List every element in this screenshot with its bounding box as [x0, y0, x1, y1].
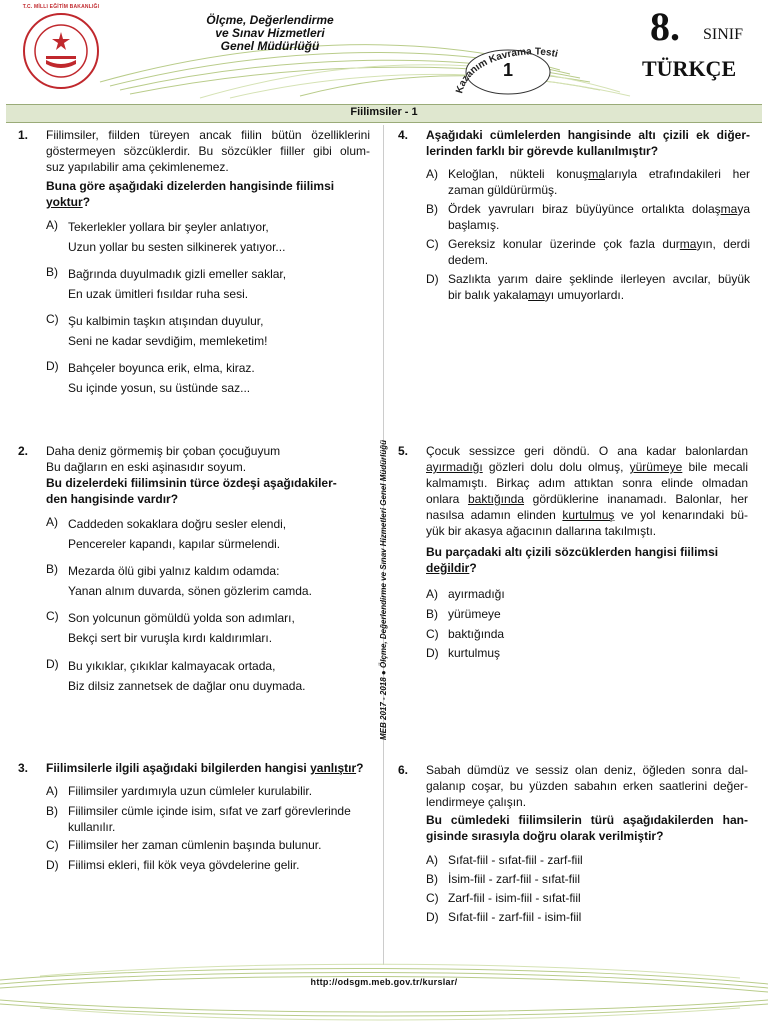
prompt-end: ?: [356, 761, 364, 775]
question-text-line: göstermeyen sözcüklerdir. Bu sözcükler fiiller gibi olum-: [46, 144, 370, 158]
question-prompt: [46, 475, 370, 507]
underlined-suffix: ma: [720, 202, 738, 216]
option-line: Son yolcunun gömüldü yolda son adımları,: [68, 611, 295, 625]
option-label: D): [426, 272, 439, 286]
prompt-line: gisinde sırasıyla doğru olarak verilmiştir?: [426, 829, 664, 843]
org-line: ve Sınav Hizmetleri: [215, 26, 325, 40]
question-prompt: [426, 127, 750, 159]
question-prompt: [46, 178, 370, 210]
option-line: Bu yıkıklar, çıkıklar kalmayacak ortada,: [68, 659, 276, 673]
question-4: [398, 127, 750, 317]
option-text: [68, 264, 286, 304]
option-label: C): [46, 609, 59, 623]
option-line: Seni ne kadar sevdiğim, memleketim!: [68, 334, 268, 348]
passage-line: kalmamıştı. Birkaç adım attıktan sonra elinde olmadan: [426, 476, 748, 490]
passage-line: yük bir akasya ağacının dallarına takılmıştı.: [426, 524, 657, 538]
option-label: C): [426, 627, 439, 641]
option-text: [68, 561, 312, 601]
test-badge-label: Kazanım Kavrama Testi: [454, 46, 559, 95]
option-text: [68, 358, 255, 398]
underlined-suffix: ma: [588, 167, 606, 181]
test-number: 1: [502, 60, 513, 80]
option-text: kurtulmuş: [448, 646, 501, 660]
question-3: [18, 760, 370, 880]
option-text: [68, 803, 351, 835]
footer-url-link[interactable]: http://odsgm.meb.gov.tr/kurslar/: [310, 977, 458, 987]
option-text: yürümeye: [448, 607, 501, 621]
option-line: Bağrında duyulmadık gizli emeller saklar,: [68, 267, 287, 281]
option-text: Fiilimsiler her zaman cümlenin başında bulunur.: [68, 838, 322, 852]
option-label: B): [46, 562, 58, 576]
question-number: 2.: [18, 444, 29, 458]
option-line: Yanan alnım duvarda, sönen gözlerim camda.: [68, 584, 312, 598]
passage-line: Çocuk sessizce geri döndü. O ana kadar balonlardan: [426, 444, 748, 458]
question-number: 3.: [18, 761, 29, 775]
option-label: B): [426, 202, 438, 216]
question-6: [398, 762, 750, 932]
option-text: [448, 201, 750, 233]
side-watermark-text: MEB 2017 - 2018 ● Ölçme, Değerlendirme ve Sınav Hizmetleri Genel Müdürlüğü: [379, 439, 388, 740]
text-part: onlara: [426, 492, 468, 506]
text-part: gördüklerine inanamadı. Balonlar, her: [524, 492, 748, 506]
question-text-line: galanıp coşar, bu yüzden sabahın erken saatlerini değer-: [426, 779, 748, 793]
option-line: [448, 287, 750, 303]
prompt-end: ?: [82, 195, 91, 209]
option-line: Şu kalbimin taşkın atışından duyulur,: [68, 314, 264, 328]
question-prompt: [46, 760, 376, 776]
option-label: A): [426, 853, 438, 867]
option-line: Mezarda ölü gibi yalnız kaldım odamda:: [68, 564, 280, 578]
option-label: D): [46, 858, 59, 872]
passage-line: [426, 507, 748, 523]
question-text-line: Bu dağların en eski aşinasıdır soyum.: [46, 460, 247, 474]
organization-title: [180, 14, 360, 53]
underlined-suffix: ma: [679, 237, 697, 251]
option-line: [448, 201, 750, 217]
prompt-line: Bu dizelerdeki fiilimsinin türce özdeşi aşağıdakiler-: [46, 476, 337, 490]
question-text-line: Fiilimsiler, fiilden türeyen ancak fiilin bütün özelliklerini: [46, 128, 370, 142]
option-label: C): [426, 891, 439, 905]
text-part: yı umuyorlardı.: [544, 288, 625, 302]
text-part: yın, derdi: [696, 237, 750, 251]
option-line: [448, 236, 750, 252]
option-line: kullanılır.: [68, 820, 116, 834]
option-text: [448, 236, 750, 268]
header: [0, 0, 768, 100]
option-label: C): [46, 312, 59, 326]
org-line: Genel Müdürlüğü: [220, 39, 320, 53]
logo-text: T.C. MİLLî EĞİTİM BAKANLIĞI: [22, 4, 100, 10]
option-line: zaman güldürürmüş.: [448, 183, 558, 197]
option-text: baktığında: [448, 627, 505, 641]
underlined-keyword: yanlıştır: [310, 761, 357, 775]
option-text: [68, 217, 285, 257]
option-label: D): [46, 359, 59, 373]
option-text: Fiilimsi ekleri, fiil kök veya gövdelerine gelir.: [68, 858, 300, 872]
option-text: [68, 608, 295, 648]
option-label: A): [46, 784, 58, 798]
option-text: ayırmadığı: [448, 587, 505, 601]
option-text: Zarf-fiil - isim-fiil - sıfat-fiil: [448, 891, 581, 905]
underlined-word: kurtulmuş: [562, 508, 615, 522]
option-text: [448, 271, 750, 303]
option-line: Bahçeler boyunca erik, elma, kiraz.: [68, 361, 255, 375]
option-label: C): [46, 838, 59, 852]
underlined-word: yürümeye: [629, 460, 683, 474]
prompt-line: den hangisinde vardır?: [46, 492, 179, 506]
option-line: Pencereler kapandı, kapılar sürmelendi.: [68, 537, 281, 551]
prompt-line: Aşağıdaki cümlelerden hangisinde altı çizili ek diğer-: [426, 128, 750, 142]
question-prompt: [426, 812, 748, 844]
grade-label: SINIF: [703, 26, 744, 43]
prompt-line: lerinden farklı bir görevde kullanılmıştır?: [426, 144, 659, 158]
option-line: Uzun yollar bu sesten silkinerek yatıyor...: [68, 240, 286, 254]
option-line: Biz dilsiz zannetsek de dağlar onu duymada.: [68, 679, 306, 693]
option-line: dedem.: [448, 253, 489, 267]
option-line: Tekerlekler yollara bir şeyler anlatıyor,: [68, 220, 269, 234]
option-label: C): [426, 237, 439, 251]
option-label: D): [46, 657, 59, 671]
question-text-line: Daha deniz görmemiş bir çoban çocuğuyum: [46, 444, 281, 458]
option-line: başlamış.: [448, 218, 500, 232]
option-label: B): [46, 265, 58, 279]
prompt-line: Bu parçadaki altı çizili sözcüklerden hangisi fiilimsi: [426, 545, 719, 559]
text-part: ya: [737, 202, 750, 216]
prompt-line: Buna göre aşağıdaki dizelerden hangisinde fiilimsi: [46, 179, 335, 193]
question-1: [18, 127, 370, 427]
question-number: 5.: [398, 444, 409, 458]
passage-line: [426, 491, 748, 507]
prompt-line: [426, 560, 748, 576]
option-label: A): [46, 218, 58, 232]
footer-swoosh-decoration: [0, 960, 768, 1024]
question-5: [398, 443, 750, 663]
option-line: Caddeden sokaklara doğru sesler elendi,: [68, 517, 287, 531]
underlined-keyword: yoktur: [46, 195, 83, 209]
option-line: Sazlıkta yarım daire şeklinde ilerleyen avcılar, büyük: [448, 272, 750, 286]
question-2: [18, 443, 370, 703]
org-line: Ölçme, Değerlendirme: [206, 13, 334, 27]
underlined-word: baktığında: [467, 492, 525, 506]
underlined-suffix: ma: [528, 288, 545, 302]
passage-line: [426, 459, 748, 475]
question-prompt: [426, 544, 748, 576]
prompt-line: Bu cümledeki fiilimsilerin türü aşağıdakilerden han-: [426, 813, 748, 827]
text-part: gözleri dolu dolu olmuş,: [482, 460, 630, 474]
option-label: D): [426, 646, 439, 660]
option-label: A): [426, 167, 438, 181]
text-part: nasılsa adamın elinden: [426, 508, 563, 522]
text-part: bile mecali: [682, 460, 748, 474]
option-line: Su içinde yosun, su üstünde saz...: [68, 381, 251, 395]
text-part: ve yol kenarındaki bü-: [614, 508, 749, 522]
ministry-logo-icon: [22, 12, 100, 90]
question-number: 6.: [398, 763, 409, 777]
option-text: [68, 514, 286, 554]
option-text: Sıfat-fiil - zarf-fiil - isim-fiil: [448, 910, 582, 924]
option-line: Bekçi sert bir vuruşla kırdı kaldırımları.: [68, 631, 273, 645]
question-text-line: suz yapılabilir ama çekimlenemez.: [46, 160, 229, 174]
option-label: A): [426, 587, 438, 601]
option-text: İsim-fiil - zarf-fiil - sıfat-fiil: [448, 872, 580, 886]
option-line: [448, 166, 750, 182]
option-line: Fiilimsiler cümle içinde isim, sıfat ve zarf görevlerinde: [68, 804, 351, 818]
underlined-word: ayırmadığı: [426, 460, 483, 474]
prompt-text: Fiilimsilerle ilgili aşağıdaki bilgilerden hangisi: [46, 761, 307, 775]
underlined-keyword: değildir: [426, 561, 470, 575]
option-label: B): [426, 607, 438, 621]
option-label: B): [46, 804, 58, 818]
option-text: Fiilimsiler yardımıyla uzun cümleler kurulabilir.: [68, 784, 313, 798]
prompt-end: ?: [469, 561, 477, 575]
section-title: Fiilimsiler - 1: [350, 106, 418, 118]
text-part: bir balık yakala: [448, 288, 529, 302]
question-text-line: lendirmeye çalışın.: [426, 795, 527, 809]
option-label: A): [46, 515, 58, 529]
option-label: B): [426, 872, 438, 886]
question-text-line: Sabah dümdüz ve sessiz olan deniz, öğleden sonra dal-: [426, 763, 748, 777]
text-part: Keloğlan, nükteli konuş: [448, 167, 589, 181]
option-text: [448, 166, 750, 198]
option-text: [68, 311, 267, 351]
passage: [426, 443, 748, 576]
option-line: En uzak ümitleri fısıldar ruha sesi.: [68, 287, 249, 301]
question-number: 1.: [18, 128, 29, 142]
prompt-line: [46, 194, 370, 210]
subject-title: TÜRKÇE: [642, 56, 737, 81]
question-number: 4.: [398, 128, 409, 142]
text-part: larıyla etrafındakileri her: [605, 167, 750, 181]
text-part: Gereksiz konular üzerinde çok fazla dur: [448, 237, 680, 251]
option-text: [68, 656, 305, 696]
option-label: D): [426, 910, 439, 924]
text-part: Ördek yavruları biraz büyüyünce ortalıkta dolaş: [448, 202, 721, 216]
option-text: Sıfat-fiil - sıfat-fiil - zarf-fiil: [448, 853, 583, 867]
grade-number: 8.: [650, 4, 680, 49]
